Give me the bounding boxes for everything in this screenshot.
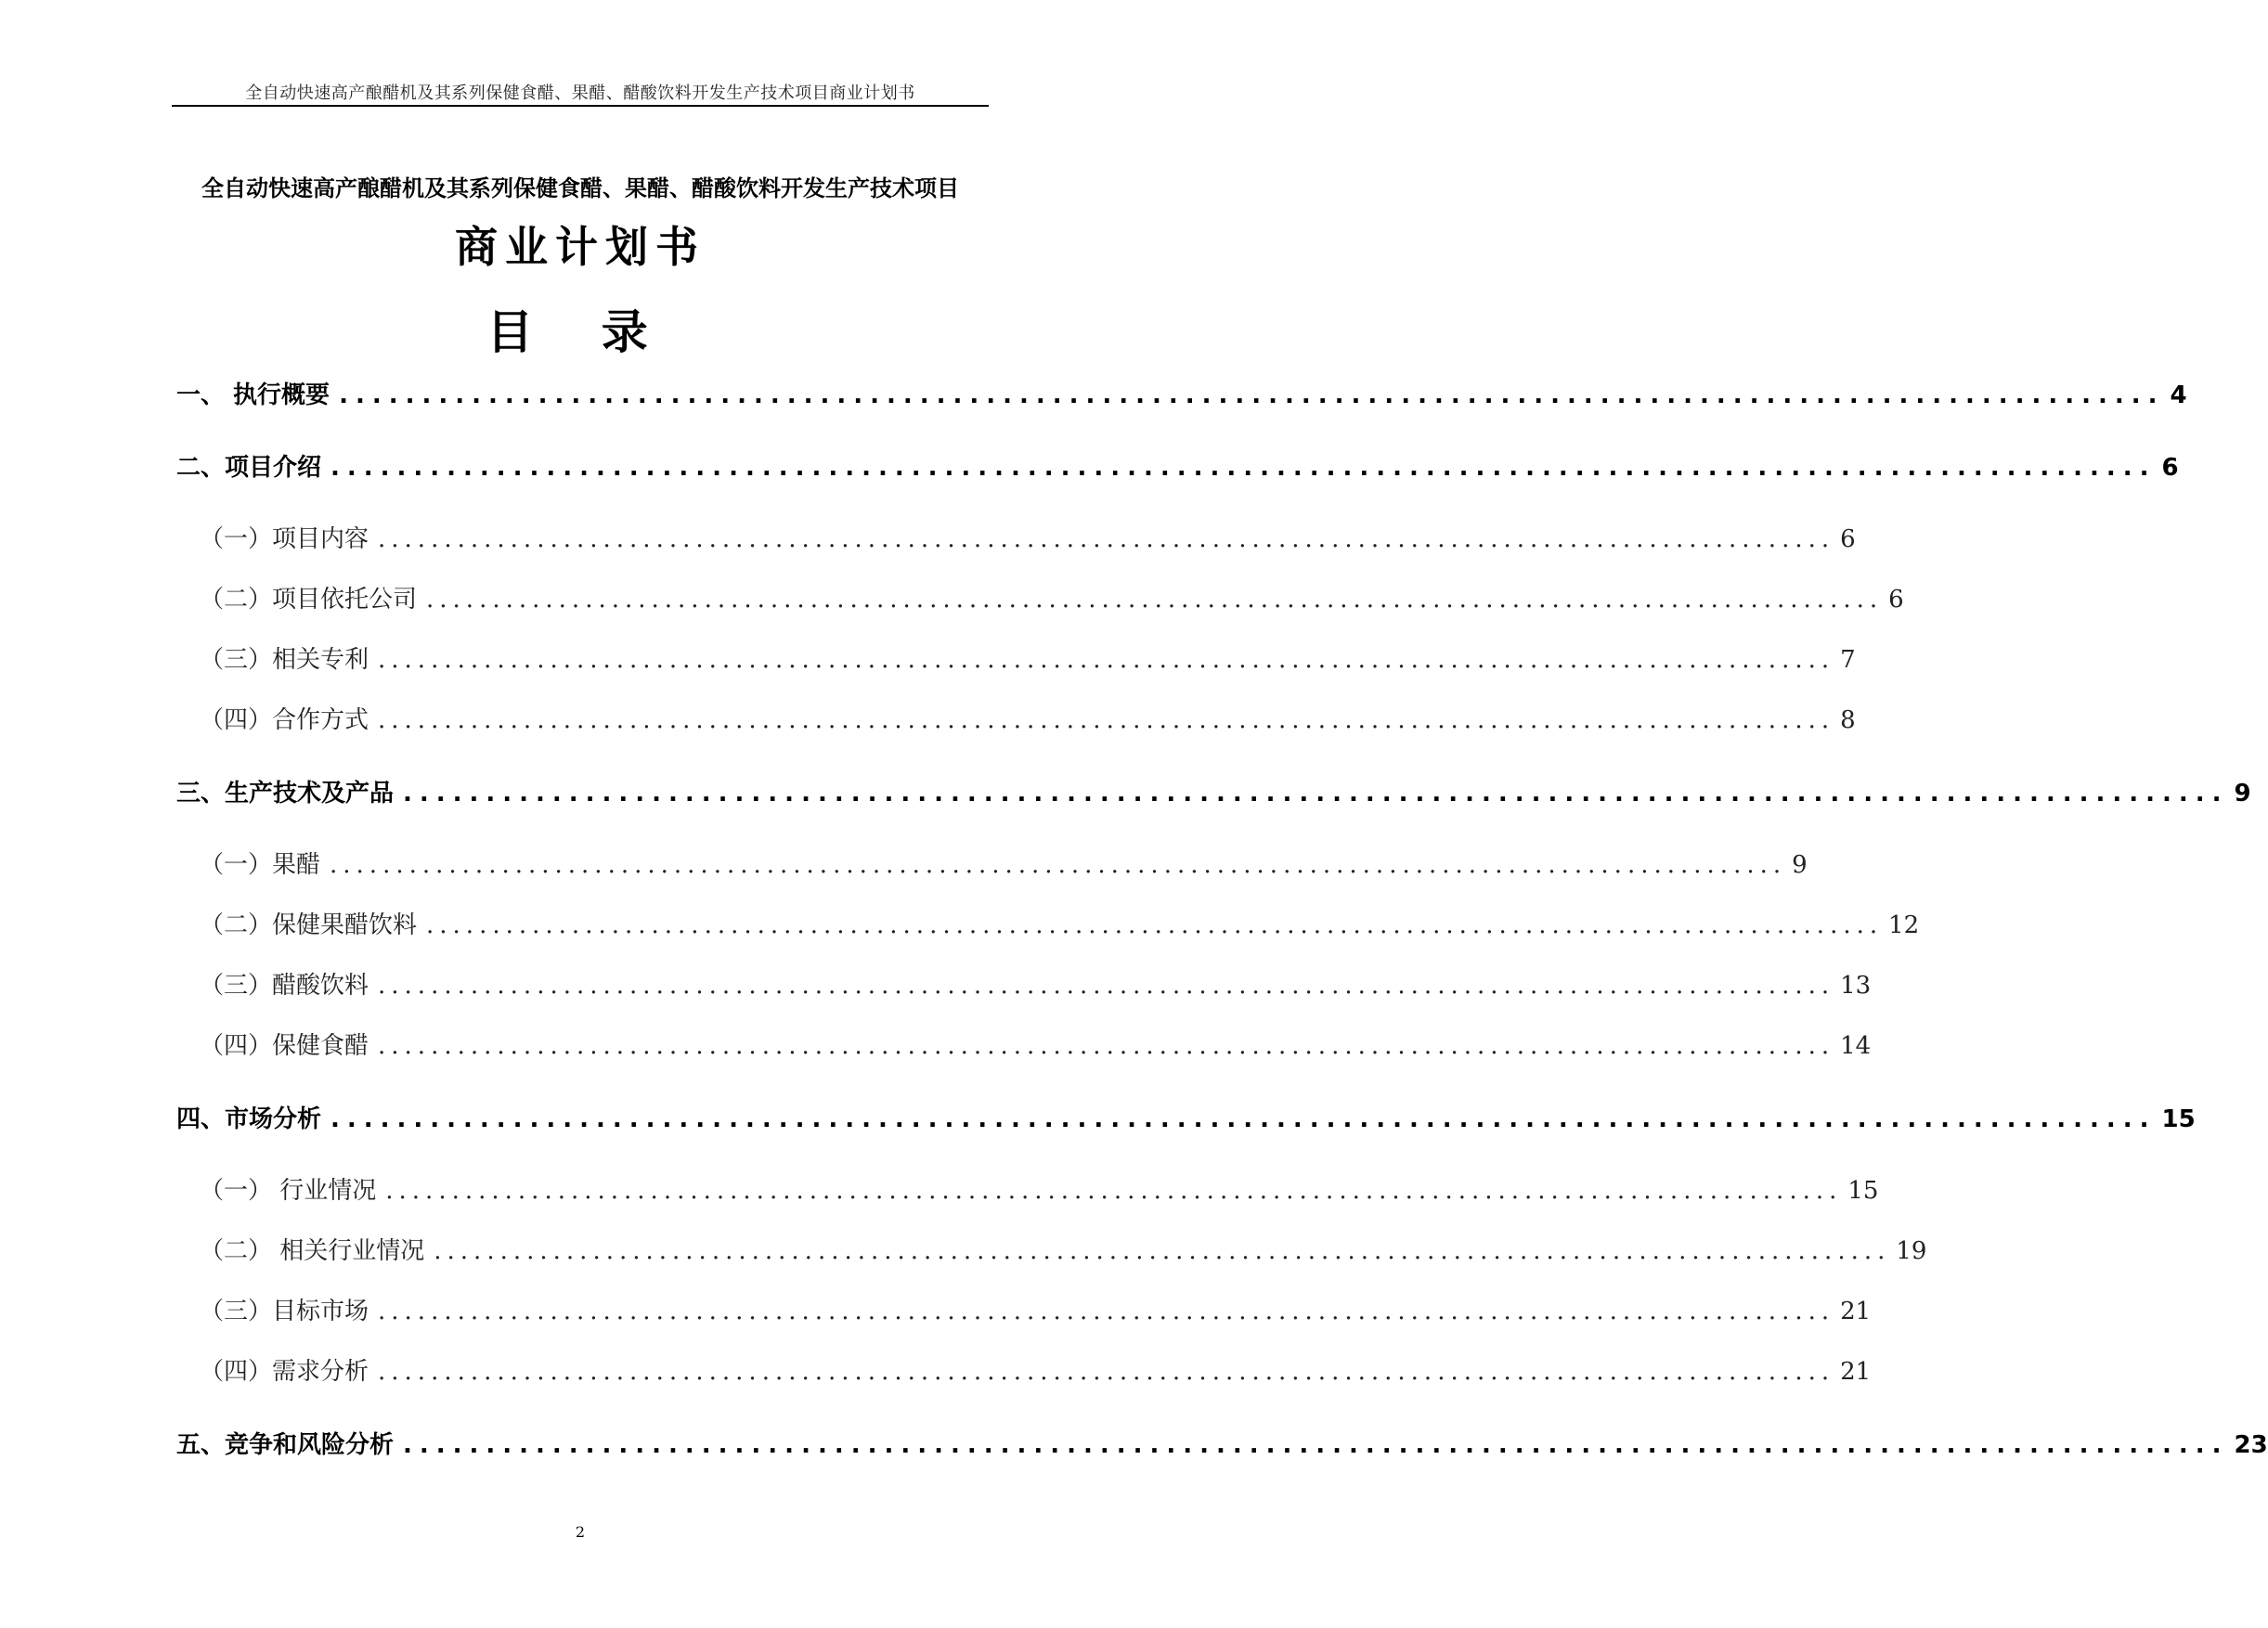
- dot-leader: ..............................................................................................................: [434, 1237, 1891, 1265]
- toc-entry-label: （二）保健果醋饮料: [200, 911, 418, 939]
- document-title: 商业计划书: [455, 222, 706, 272]
- toc-entry-label: （二） 相关行业情况: [200, 1237, 425, 1265]
- dot-leader: ..............................................................................................................: [378, 525, 1835, 553]
- toc-entry[interactable]: [200, 966, 1872, 1001]
- toc-entry[interactable]: [200, 1292, 1872, 1326]
- toc-entry[interactable]: [176, 376, 2187, 410]
- toc-entry-page: 15: [1847, 1177, 1879, 1205]
- dot-leader: ..............................................................................................................: [426, 911, 1884, 939]
- dot-leader: ..............................................................................................................: [403, 1431, 2229, 1459]
- toc-entry-label: 三、生产技术及产品: [176, 780, 395, 808]
- toc-entry[interactable]: [176, 1426, 2268, 1460]
- toc-entry-page: 21: [1840, 1358, 1872, 1386]
- toc-entry-page: 21: [1840, 1298, 1872, 1325]
- toc-title: 目 录: [486, 305, 674, 359]
- dot-leader: ..............................................................................................................: [385, 1177, 1843, 1205]
- toc-entry[interactable]: [176, 448, 2179, 483]
- toc-entry[interactable]: [200, 701, 1856, 735]
- toc-entry[interactable]: [200, 1171, 1879, 1206]
- header-rule: [172, 105, 989, 107]
- dot-leader: ..............................................................................................................: [330, 454, 2157, 482]
- page-number: 2: [575, 1523, 586, 1541]
- toc-entry-label: （四）需求分析: [200, 1358, 369, 1386]
- toc-entry-label: （四）合作方式: [200, 706, 369, 734]
- toc-entry-page: 6: [1888, 586, 1904, 614]
- dot-leader: ..............................................................................................................: [330, 851, 1787, 879]
- toc-entry-label: （三）醋酸饮料: [200, 972, 369, 1000]
- toc-entry-page: 7: [1840, 646, 1856, 674]
- toc-entry-label: （一） 行业情况: [200, 1177, 377, 1205]
- toc-entry-label: （二）项目依托公司: [200, 586, 418, 614]
- running-header: 全自动快速高产酿醋机及其系列保健食醋、果醋、醋酸饮料开发生产技术项目商业计划书: [245, 84, 915, 103]
- toc-entry-page: 8: [1840, 706, 1856, 734]
- toc-entry[interactable]: [200, 906, 1920, 940]
- dot-leader: ..............................................................................................................: [330, 1105, 2157, 1133]
- dot-leader: ..............................................................................................................: [378, 706, 1835, 734]
- toc-entry[interactable]: [200, 1352, 1872, 1387]
- dot-leader: ..............................................................................................................: [378, 972, 1835, 1000]
- dot-leader: ..............................................................................................................: [378, 1298, 1835, 1325]
- dot-leader: ..............................................................................................................: [378, 1032, 1835, 1060]
- dot-leader: ..............................................................................................................: [403, 780, 2229, 808]
- toc-entry-page: 12: [1888, 911, 1920, 939]
- toc-entry-page: 9: [1792, 851, 1808, 879]
- toc-entry-page: 4: [2170, 381, 2187, 409]
- toc-entry-label: （四）保健食醋: [200, 1032, 369, 1060]
- toc-entry[interactable]: [200, 580, 1904, 614]
- dot-leader: ..............................................................................................................: [378, 646, 1835, 674]
- toc-entry-label: （一）果醋: [200, 851, 321, 879]
- toc-entry-label: （三）相关专利: [200, 646, 369, 674]
- toc-entry-page: 19: [1896, 1237, 1927, 1265]
- toc-entry-page: 13: [1840, 972, 1872, 1000]
- toc-entry-label: 二、项目介绍: [176, 454, 322, 482]
- toc-entry-page: 15: [2161, 1105, 2196, 1133]
- toc-entry-page: 9: [2234, 780, 2251, 808]
- toc-entry[interactable]: [200, 640, 1856, 675]
- toc-entry[interactable]: [200, 1232, 1927, 1266]
- toc-entry-label: 五、竞争和风险分析: [176, 1431, 395, 1459]
- toc-entry-page: 6: [2161, 454, 2179, 482]
- dot-leader: ..............................................................................................................: [339, 381, 2165, 409]
- toc-entry-label: （一）项目内容: [200, 525, 369, 553]
- toc-entry[interactable]: [176, 1100, 2196, 1134]
- toc-entry[interactable]: [200, 520, 1856, 554]
- toc-entry[interactable]: [176, 774, 2251, 808]
- toc-entry-page: 14: [1840, 1032, 1872, 1060]
- toc-entry-label: 一、 执行概要: [176, 381, 330, 409]
- toc-entry-label: 四、市场分析: [176, 1105, 322, 1133]
- toc-entry[interactable]: [200, 1027, 1872, 1061]
- project-title: 全自动快速高产酿醋机及其系列保健食醋、果醋、醋酸饮料开发生产技术项目: [201, 175, 959, 201]
- dot-leader: ..............................................................................................................: [378, 1358, 1835, 1386]
- toc-entry-page: 23: [2234, 1431, 2268, 1459]
- dot-leader: ..............................................................................................................: [426, 586, 1884, 614]
- toc-entry-page: 6: [1840, 525, 1856, 553]
- toc-entry[interactable]: [200, 846, 1808, 880]
- toc-entry-label: （三）目标市场: [200, 1298, 369, 1325]
